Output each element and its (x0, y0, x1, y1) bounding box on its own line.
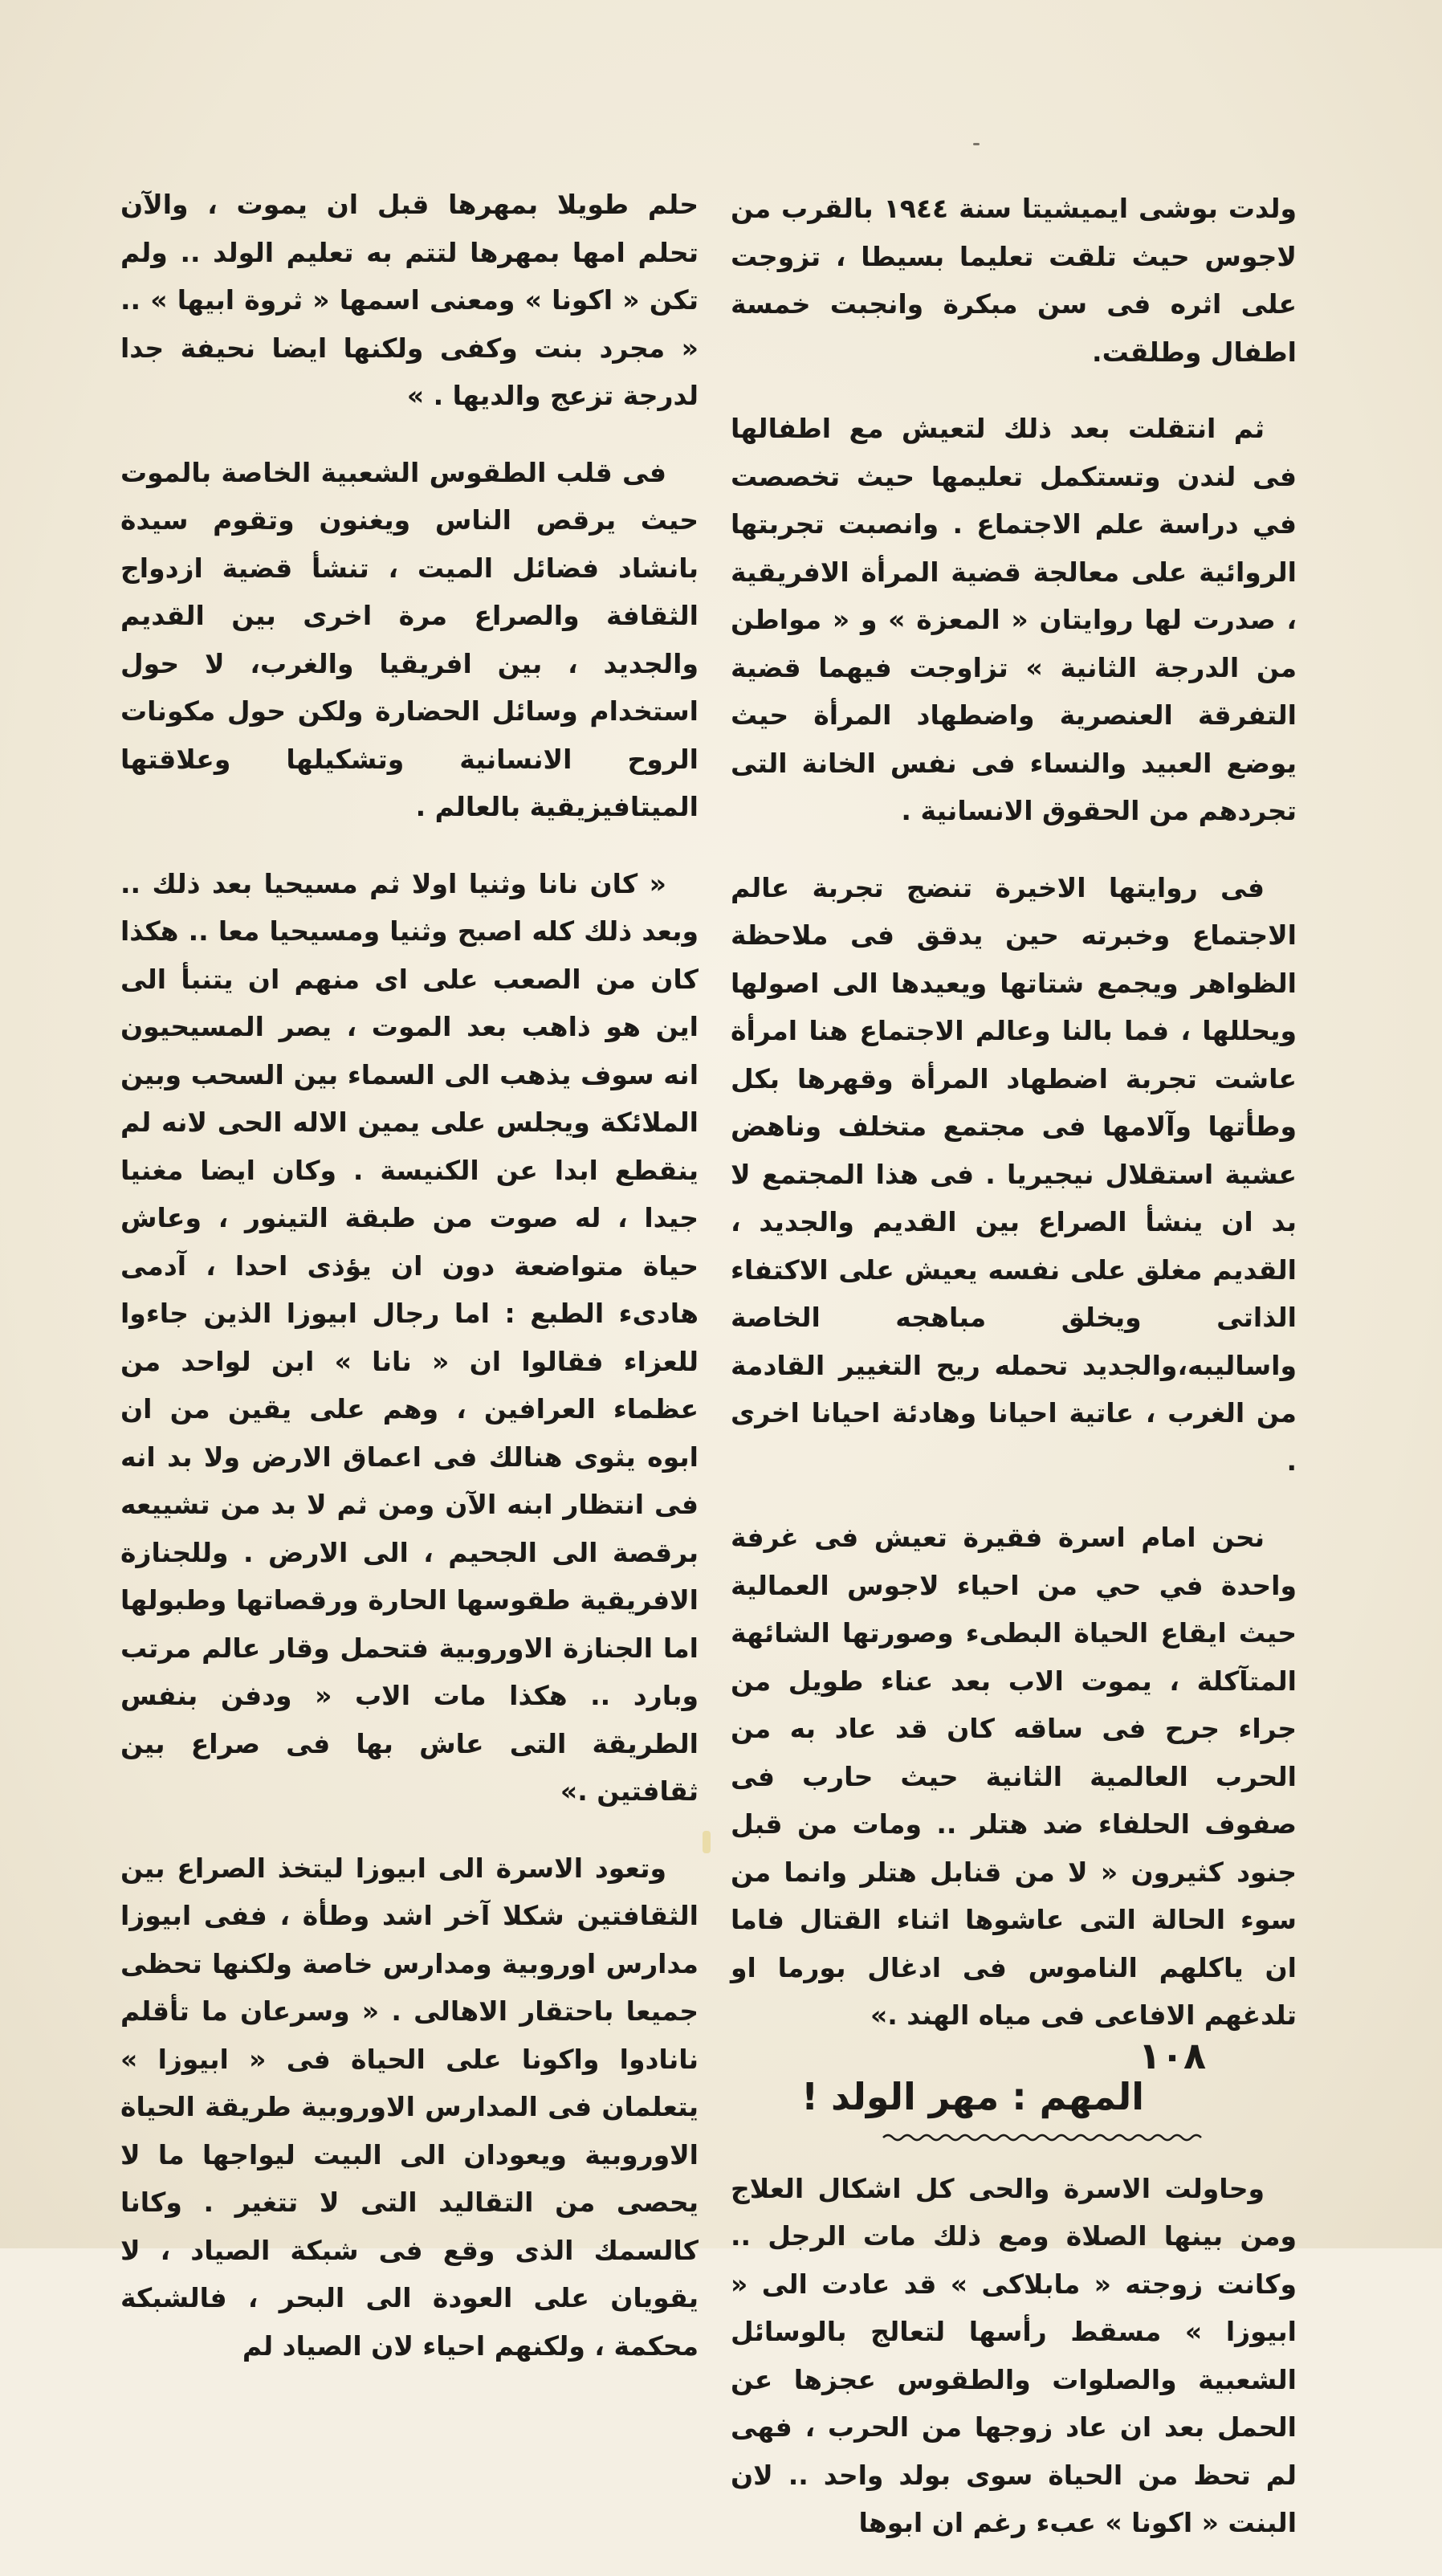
page-number: ١٠٨ (1138, 2034, 1207, 2077)
paragraph: نحن امام اسرة فقيرة تعيش فى غرفة واحدة في حي من احياء لاجوس العمالية حيث ايقاع الحياة البطىء وصورتها الشائهة المتآكلة ، يموت الاب بعد عناء طويل من جراء جرح فى ساقه كان قد عاد به من الحرب العالمية الثانية حيث حارب فى صفوف الحلفاء ضد هتلر .. ومات من قبل جنود كثيرون « لا من قنابل هتلر وانما من سوء الحالة التى عاشوها اثناء القتال فاما ان ياكلهم الناموس فى ادغال بورما او تلدغهم الافاعى فى مياه الهند .» (731, 1522, 1297, 2031)
left-column (120, 181, 699, 2399)
paragraph: ثم انتقلت بعد ذلك لتعيش مع اطفالها فى لندن وتستكمل تعليمها حيث تخصصت في دراسة علم الاجتماع . وانصبت تجربتها الروائية على معالجة قضية المرأة الافريقية ، صدرت لها روايتان « المعزة » و « مواطن من الدرجة الثانية » تزاوجت فيهما قضية التفرقة العنصرية واضطهاد المرأة حيث يوضع العبيد والنساء فى نفس الخانة التى تجردهم من الحقوق الانسانية . (731, 413, 1297, 826)
print-speck (973, 143, 980, 145)
paragraph: فى قلب الطقوس الشعبية الخاصة بالموت حيث يرقص الناس ويغنون وتقوم سيدة بانشاد فضائل الميت ، تنشأ قضية ازدواج الثقافة والصراع مرة اخرى بين القديم والجديد ، بين افريقيا والغرب، لا حول استخدام وسائل الحضارة ولكن حول مكونات الروح الانسانية وتشكيلها وعلاقتها الميتافيزيقية بالعالم . (120, 456, 699, 822)
paper-stain (703, 1831, 711, 1853)
paragraph: وتعود الاسرة الى ابيوزا ليتخذ الصراع بين الثقافتين شكلا آخر اشد وطأة ، ففى ابيوزا مدارس اوروبية ومدارس خاصة ولكنها تحظى جميعا باحتقار الاهالى . « وسرعان ما تأقلم نانادوا واكونا على الحياة فى « ابيوزا » يتعلمان فى المدارس الاوروبية طريقة الحياة الاوروبية ويعودان الى البيت ليواجها ما لا يحصى من التقاليد التى لا تتغير . وكانا كالسمك الذى وقع فى شبكة الصياد ، لا يقويان على العودة الى البحر ، فالشبكة محكمة ، ولكنهم احياء لان الصياد لم (120, 1852, 699, 2362)
right-column (731, 185, 1297, 2576)
heading-underline (731, 2131, 1297, 2144)
paragraph: فى روايتها الاخيرة تنضج تجربة عالم الاجتماع وخبرته حين يدقق فى ملاحظة الظواهر ويجمع شتاتها ويعيدها الى اصولها ويحللها ، فما بالنا وعالم الاجتماع هنا امرأة عاشت تجربة اضطهاد المرأة وقهرها بكل وطأتها وآلامها فى مجتمع متخلف وناهض عشية استقلال نيجيريا . فى هذا المجتمع لا بد ان ينشأ الصراع بين القديم والجديد ، القديم مغلق على نفسه يعيش على الاكتفاء الذاتى ويخلق مباهجه الخاصة واساليبه،والجديد تحمله ريح التغيير القادمة من الغرب ، عاتية احيانا وهادئة احيانا اخرى . (731, 871, 1297, 1477)
paragraph: حلم طويلا بمهرها قبل ان يموت ، والآن تحلم امها بمهرها لتتم به تعليم الولد .. ولم تكن « اكونا » ومعنى اسمها « ثروة ابيها » .. « مجرد بنت وكفى ولكنها ايضا نحيفة جدا لدرجة تزعج والديها . » (120, 189, 699, 411)
paragraph: ولدت بوشى ايميشيتا سنة ١٩٤٤ بالقرب من لاجوس حيث تلقت تعليما بسيطا ، تزوجت على اثره فى سن مبكرة وانجبت خمسة اطفال وطلقت. (731, 193, 1297, 368)
section-heading: المهم : مهر الولد ! (801, 2074, 1144, 2118)
paragraph: « كان نانا وثنيا اولا ثم مسيحيا بعد ذلك .. وبعد ذلك كله اصبح وثنيا ومسيحيا معا .. هكذا كان من الصعب على اى منهم ان يتنبأ الى اين هو ذاهب بعد الموت ، يصر المسيحيون انه سوف يذهب الى السماء بين السحب وبين الملائكة ويجلس على يمين الاله الحى لانه لم ينقطع ابدا عن الكنيسة . وكان ايضا مغنيا جيدا ، له صوت من طبقة التينور ، وعاش حياة متواضعة دون ان يؤذى احدا ، آدمى هادىء الطبع : اما رجال ابيوزا الذين جاءوا للعزاء فقالوا ان « نانا » ابن لواحد من عظماء العرافين ، وهم على يقين من ان ابوه يثوى هنالك فى اعماق الارض ولا بد انه فى انتظار ابنه الآن ومن ثم لا بد من تشييعه برقصة الى الجحيم ، الى الارض . وللجنازة الافريقية طقوسها الحارة ورقصاتها وطبولها اما الجنازة الاوروبية فتحمل وقار عالم مرتب وبارد .. هكذا مات الاب « ودفن بنفس الطريقة التى عاش بها فى صراع بين ثقافتين .» (120, 867, 699, 1807)
paragraph: وحاولت الاسرة والحى كل اشكال العلاج ومن بينها الصلاة ومع ذلك مات الرجل .. وكانت زوجته « مابلاكى » قد عادت الى « ابيوزا » مسقط رأسها لتعالج بالوسائل الشعبية والصلوات والطقوس عجزها عن الحمل بعد ان عاد زوجها من الحرب ، فهى لم تحظ من الحياة سوى بولد واحد .. لان البنت « اكونا » عبء رغم ان ابوها (731, 2172, 1297, 2538)
